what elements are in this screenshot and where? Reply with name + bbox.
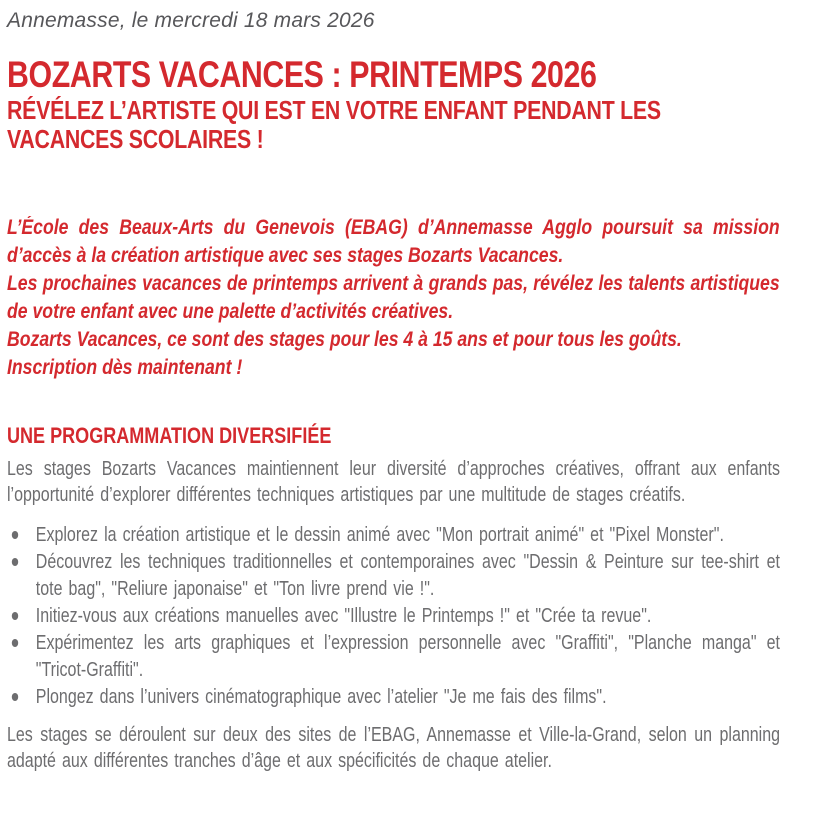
list-item [7, 522, 780, 549]
lead-paragraph: Les prochaines vacances de printemps arrivent à grands pas, révélez les talents artistiques de votre enfant avec une palette d’activités créatives. [7, 272, 780, 323]
section-heading: UNE PROGRAMMATION DIVERSIFIÉE [7, 423, 332, 448]
list-item-text: Découvrez les techniques traditionnelles et contemporaines avec "Dessin & Peinture sur tee-shirt et tote bag", "Reliure japonaise" et "Ton livre prend vie !". [35, 551, 781, 600]
lead-section [7, 214, 780, 382]
lead-paragraph: Bozarts Vacances, ce sont des stages pour les 4 à 15 ans et pour tous les goûts. [7, 328, 682, 351]
list-item [7, 603, 780, 630]
bullet-icon [12, 693, 18, 701]
dateline: Annemasse, le mercredi 18 mars 2026 [7, 9, 375, 32]
list-item-text: Initiez-vous aux créations manuelles avec "Illustre le Printemps !" et "Crée ta revue". [35, 605, 652, 627]
list-item [7, 684, 780, 711]
list-item [7, 549, 780, 603]
closing-paragraph: Les stages se déroulent sur deux des sites de l’EBAG, Annemasse et Ville-la-Grand, selon un planning adapté aux différentes tranches d’âge et aux spécificités de chaque atelier. [7, 724, 780, 772]
bullet-icon [12, 558, 18, 566]
page-subtitle: RÉVÉLEZ L’ARTISTE QUI EST EN VOTRE ENFANT PENDANT LES VACANCES SCOLAIRES ! [7, 95, 661, 154]
bullet-icon [12, 531, 18, 539]
intro-paragraph: Les stages Bozarts Vacances maintiennent leur diversité d’approches créatives, offrant aux enfants l’opportunité d’explorer différentes techniques artistiques par une multitude de stages créatifs. [7, 458, 780, 506]
page-title: BOZARTS VACANCES : PRINTEMPS 2026 [7, 54, 597, 95]
bullet-list [7, 522, 780, 711]
list-item-text: Expérimentez les arts graphiques et l’expression personnelle avec "Graffiti", "Planche manga" et "Tricot-Graffiti". [35, 632, 781, 681]
list-item-text: Explorez la création artistique et le dessin animé avec "Mon portrait animé" et "Pixel Monster". [35, 524, 724, 546]
bullet-icon [12, 639, 18, 647]
list-item [7, 630, 780, 684]
lead-paragraph: Inscription dès maintenant ! [7, 356, 243, 379]
bullet-icon [12, 612, 18, 620]
lead-paragraph: L’École des Beaux-Arts du Genevois (EBAG) d’Annemasse Agglo poursuit sa mission d’accès à la création artistique avec ses stages Bozarts Vacances. [7, 216, 780, 267]
list-item-text: Plongez dans l’univers cinématographique avec l’atelier "Je me fais des films". [35, 686, 607, 708]
